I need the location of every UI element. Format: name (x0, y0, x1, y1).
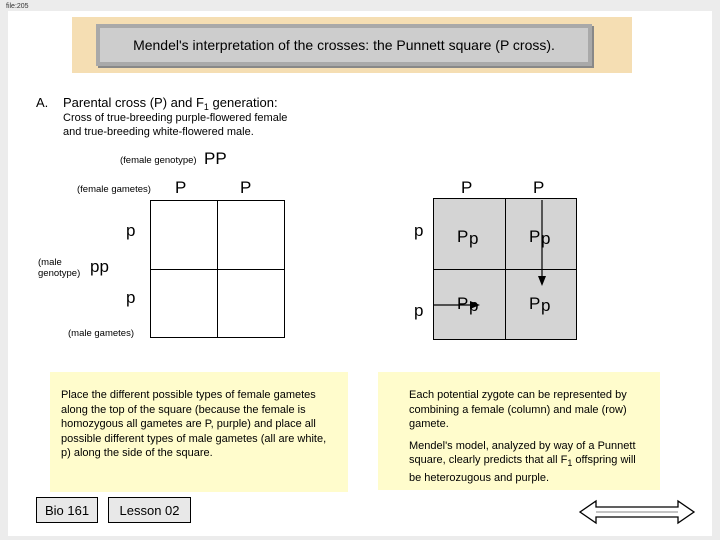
male-gametes-label: (male gametes) (68, 328, 134, 339)
arrow-down-head (538, 276, 546, 286)
section-heading (63, 95, 278, 112)
course-label: Bio 161 (36, 497, 98, 523)
left-male-gamete-2: p (126, 288, 136, 307)
section-heading-sub: 1 (203, 102, 209, 112)
note-right-text-2-main: Mendel's model, analyzed by way of a Punnett square, clearly predicts that all F (409, 439, 636, 466)
left-square-cell-2 (217, 200, 285, 270)
note-right-text-1: Each potential zygote can be represented by combining a female (column) and male (row) gamete. (409, 389, 627, 430)
left-male-gamete-1: p (126, 221, 136, 240)
note-right-text-2-sub: 1 (567, 458, 573, 468)
section-description-line-1: Cross of true-breeding purple-flowered female (63, 112, 288, 124)
slide-id: file:205 (6, 3, 29, 10)
right-female-gamete-2: P (533, 178, 545, 197)
cell-3-upper: P (457, 294, 469, 313)
left-square-cell-3 (150, 269, 218, 338)
note-right-text-2-tail: offspring will be heterozugous and purple. (409, 454, 636, 484)
female-genotype: PP (204, 149, 227, 168)
note-left-text: Place the different possible types of female gametes along the top of the square (because the female is homozygous all gametes are P, purple) and place all possible different types of male gametes (all are white, p) along the side of the square. (61, 389, 327, 459)
note-right-text-2 (409, 439, 642, 486)
gamete-arrows (420, 190, 590, 330)
male-genotype-label-1: (male (38, 257, 62, 268)
note-right (378, 372, 660, 490)
section-letter: A. (36, 95, 49, 110)
section-description-line-2: and true-breeding white-flowered male. (63, 126, 254, 138)
cell-2-lower: p (541, 229, 551, 248)
left-female-gamete-1: P (175, 178, 187, 197)
lesson-label: Lesson 02 (108, 497, 191, 523)
cell-4-lower: p (541, 296, 551, 315)
cell-1-upper: P (457, 227, 469, 246)
cell-2-upper: P (529, 227, 541, 246)
left-female-gamete-2: P (240, 178, 252, 197)
section-heading-main: Parental cross (P) and F (63, 95, 204, 110)
right-male-gamete-1: p (414, 221, 424, 240)
section-heading-tail: generation: (208, 95, 278, 110)
page-title: Mendel's interpretation of the crosses: the Punnett square (P cross). (96, 24, 592, 66)
left-square-cell-1 (150, 200, 218, 270)
male-genotype-label-2: genotype) (38, 268, 81, 279)
note-left (50, 372, 348, 492)
right-female-gamete-1: P (461, 178, 473, 197)
left-right-arrow-icon[interactable] (578, 498, 696, 526)
female-gametes-label: (female gametes) (77, 184, 151, 195)
left-square-cell-4 (217, 269, 285, 338)
cell-1-lower: p (469, 229, 479, 248)
arrow-right-head (470, 301, 480, 309)
right-male-gamete-2: p (414, 301, 424, 320)
cell-4-upper: P (529, 294, 541, 313)
female-genotype-label: (female genotype) (120, 155, 197, 166)
male-genotype: pp (90, 257, 109, 276)
